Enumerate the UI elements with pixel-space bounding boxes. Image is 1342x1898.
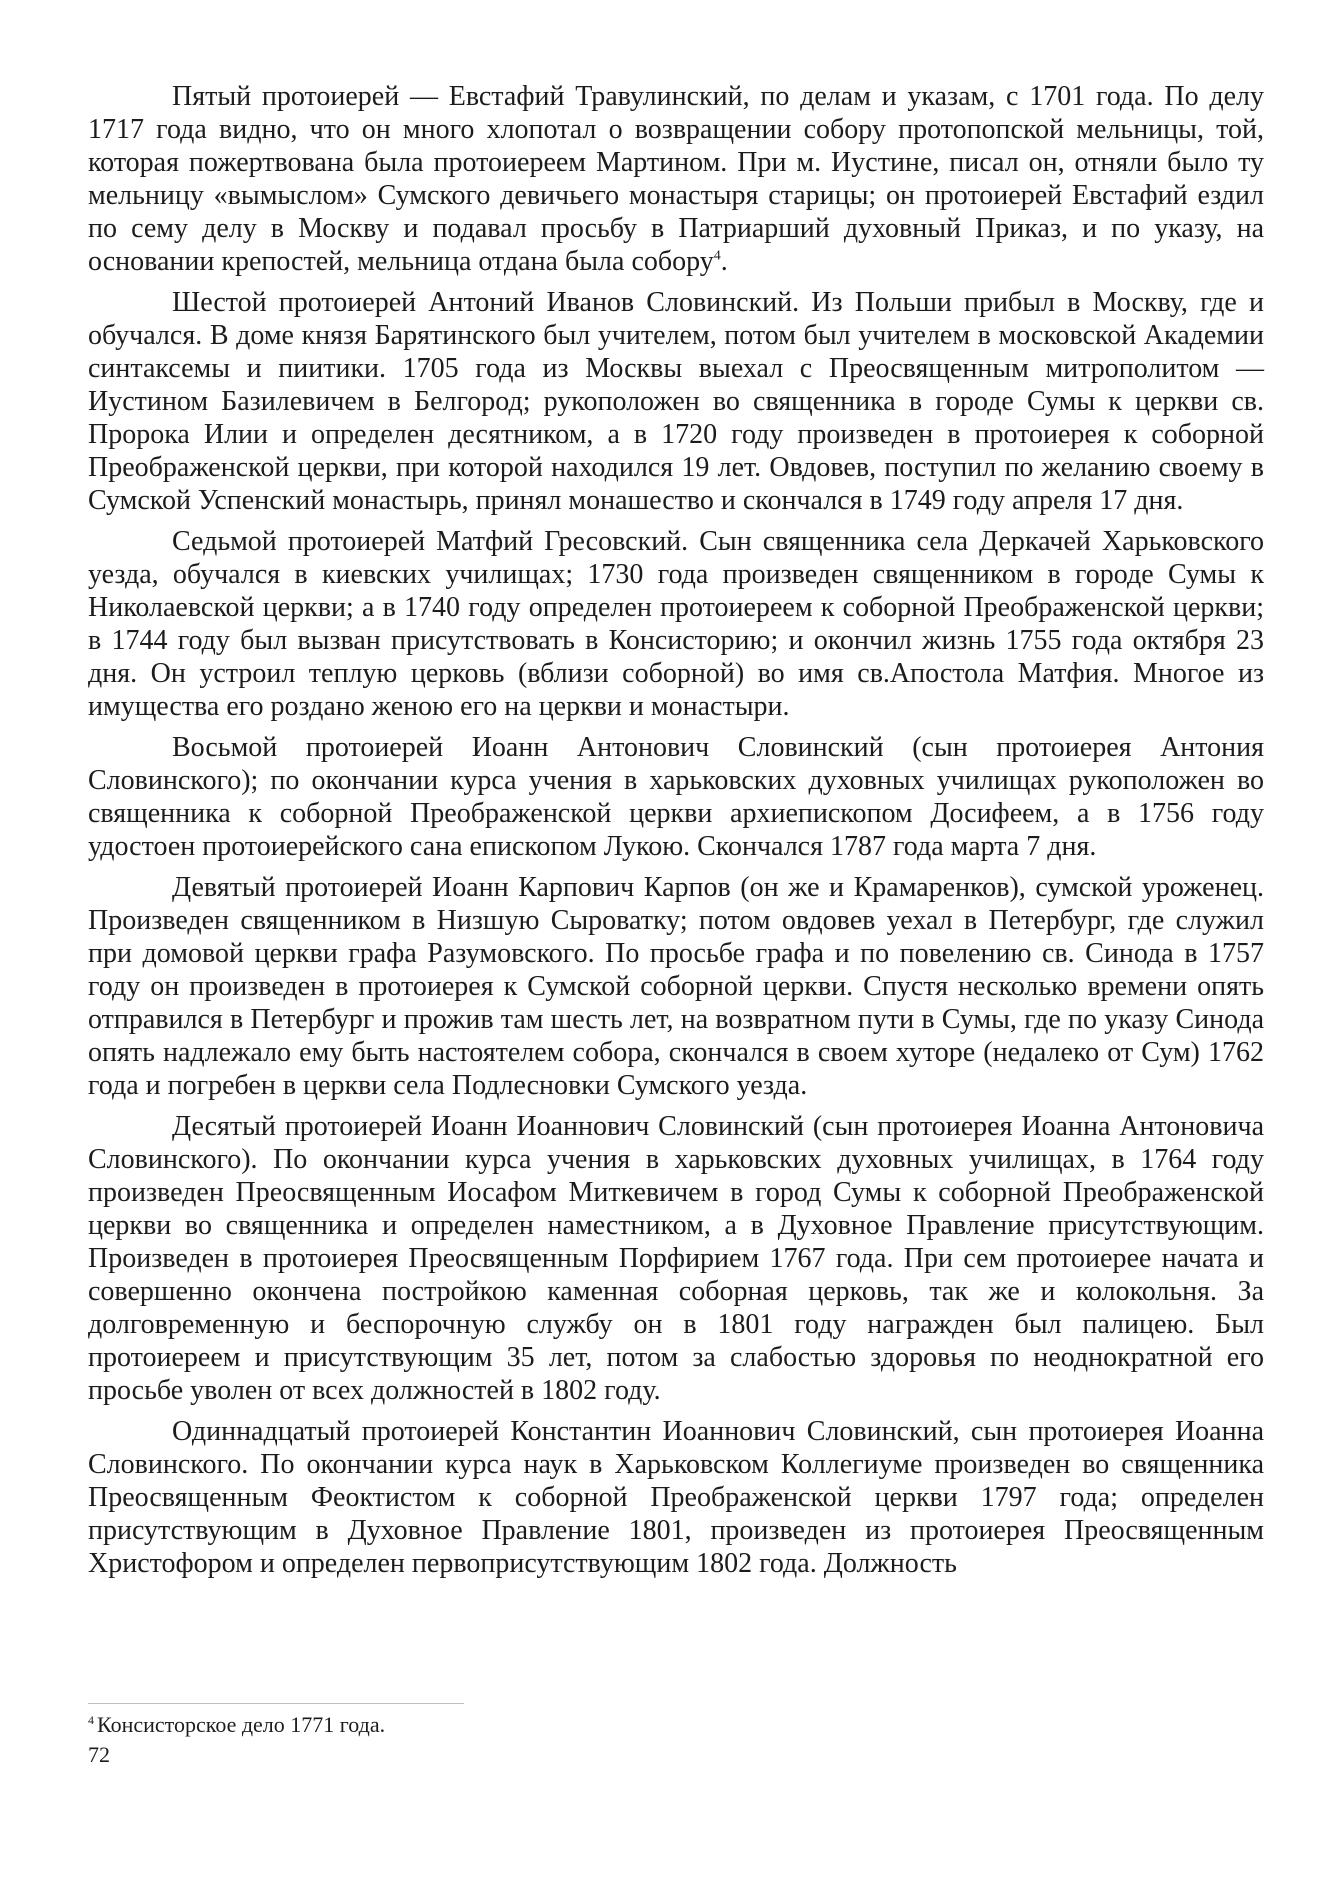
paragraph-sixth-archpriest: Шестой протоиерей Антоний Иванов Словинский. Из Польши прибыл в Москву, где и обучался. В доме князя Барятинского был учителем, потом был учителем в московской Академии синтаксемы и пиитики. 1705 года из Москвы выехал с Преосвященным митрополитом — Иустином Базилевичем в Белгород; рукоположен во священника в городе Сумы к церкви св. Пророка Илии и определен десятником, а в 1720 году произведен в протоиерея к соборной Преображенской церкви, при которой находился 19 лет. Овдовев, поступил по желанию своему в Сумской Успенский монастырь, принял монашество и скончался в 1749 году апреля 17 дня. [88, 287, 1264, 516]
footnote-text: Консисторское дело 1771 года. [97, 1712, 386, 1737]
footnote-reference[interactable]: 4 [713, 248, 721, 264]
footnote [88, 1712, 988, 1738]
paragraph-text: Пятый протоиерей — Евстафий Травулинский, по делам и указам, с 1701 года. По делу 1717 года видно, что он много хлопотал о возвращении собору протопопской мельницы, той, которая пожертвована была протоиереем Мартином. При м. Иустине, писал он, отняли было ту мельницу «вымыслом» Сумского девичьего монастыря старицы; он протоиерей Евстафий ездил по сему делу в Москву и подавал просьбу в Патриарший духовный Приказ, и по указу, на основании крепостей, мельница отдана была собору [88, 81, 1264, 277]
paragraph-ninth-archpriest: Девятый протоиерей Иоанн Карпович Карпов (он же и Крамаренков), сумской уроженец. Произведен священником в Низшую Сыроватку; потом овдовев уехал в Петербург, где служил при домовой церкви графа Разумовского. По просьбе графа и по повелению св. Синода в 1757 году он произведен в протоиерея к Сумской соборной церкви. Спустя несколько времени опять отправился в Петербург и прожив там шесть лет, на возвратном пути в Сумы, где по указу Синода опять надлежало ему быть настоятелем собора, скончался в своем хуторе (недалеко от Сум) 1762 года и погребен в церкви села Подлесновки Сумского уезда. [88, 872, 1264, 1101]
paragraph-eighth-archpriest: Восьмой протоиерей Иоанн Антонович Словинский (сын протоиерея Антония Словинского); по окончании курса учения в харьковских духовных училищах рукоположен во священника к соборной Преображенской церкви архиепископом Досифеем, а в 1756 году удостоен протоиерейского сана епископом Лукою. Скончался 1787 года марта 7 дня. [88, 732, 1264, 862]
page-number: 72 [88, 1742, 110, 1767]
footnote-mark: 4 [88, 1712, 94, 1727]
paragraph-end-punctuation: . [720, 246, 728, 277]
paragraph-fifth-archpriest [88, 80, 1264, 278]
footnote-separator [88, 1703, 464, 1704]
paragraph-eleventh-archpriest: Одиннадцатый протоиерей Константин Иоаннович Словинский, сын протоиерея Иоанна Словинского. По окончании курса наук в Харьковском Коллегиуме произведен во священника Преосвященным Феоктистом к соборной Преображенской церкви 1797 года; определен присутствующим в Духовное Правление 1801, произведен из протоиерея Преосвященным Христофором и определен первоприсутствующим 1802 года. Должность [88, 1416, 1264, 1579]
paragraph-tenth-archpriest: Десятый протоиерей Иоанн Иоаннович Словинский (сын протоиерея Иоанна Антоновича Словинского). По окончании курса учения в харьковских духовных училищах, в 1764 году произведен Преосвященным Иосафом Миткевичем в город Сумы к соборной Преображенской церкви во священника и определен наместником, а в Духовное Правление присутствующим. Произведен в протоиерея Преосвященным Порфирием 1767 года. При сем протоиерее начата и совершенно окончена постройкою каменная соборная церковь, так же и колокольня. За долговременную и беспорочную службу он в 1801 году награжден был палицею. Был протоиереем и присутствующим 35 лет, потом за слабостью здоровья по неоднократной его просьбе уволен от всех должностей в 1802 году. [88, 1111, 1264, 1406]
body-text [88, 80, 1264, 1588]
paragraph-seventh-archpriest: Седьмой протоиерей Матфий Гресовский. Сын священника села Деркачей Харьковского уезда, обучался в киевских училищах; 1730 года произведен священником в городе Сумы к Николаевской церкви; а в 1740 году определен протоиереем к соборной Преображенской церкви; в 1744 году был вызван присутствовать в Консисторию; и окончил жизнь 1755 года октября 23 дня. Он устроил теплую церковь (вблизи соборной) во имя св.Апостола Матфия. Многое из имущества его роздано женою его на церкви и монастыри. [88, 526, 1264, 722]
